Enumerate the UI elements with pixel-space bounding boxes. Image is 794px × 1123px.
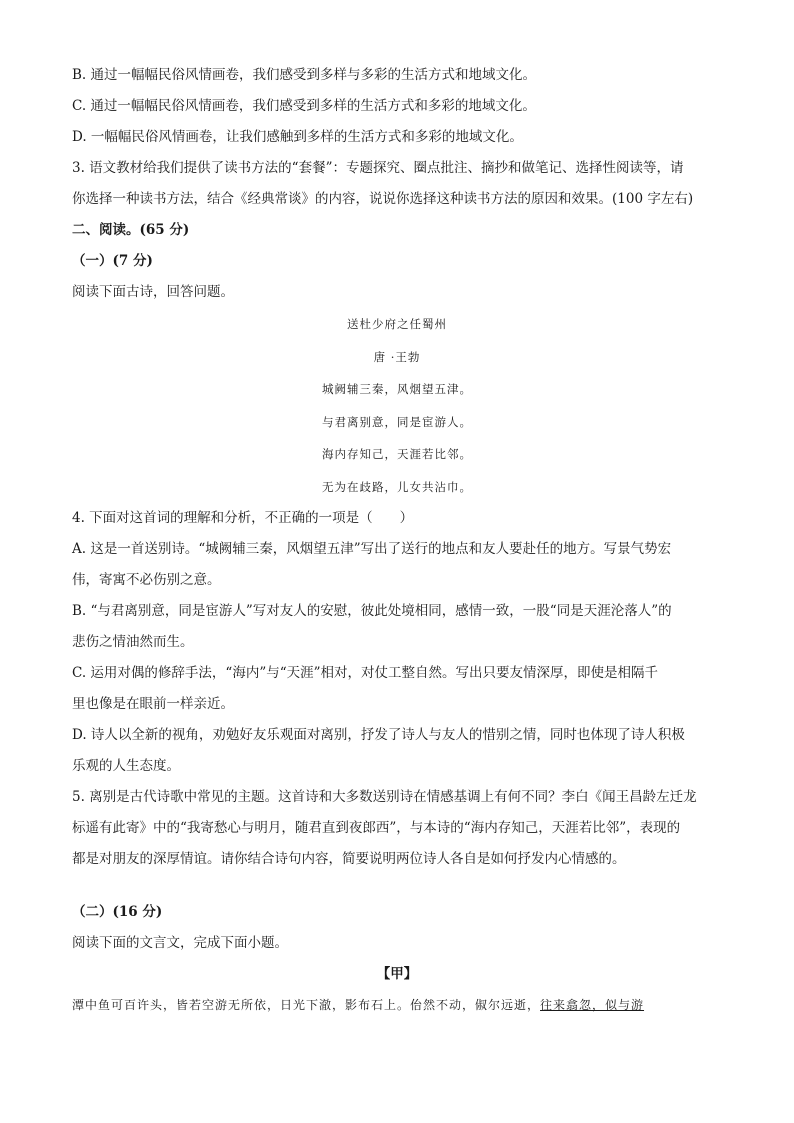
question-3-line-1: 3. 语文教材给我们提供了读书方法的“套餐”：专题探究、圈点批注、摘抄和做笔记、选择性阅读等，请 [72,160,684,176]
poem-line: 与君离别意，同是宦游人。 [322,414,472,429]
question-5-line-1: 5. 离别是古代诗歌中常见的主题。这首诗和大多数送别诗在情感基调上有何不同？李白《闻王昌龄左迁龙 [72,789,697,805]
part-2-title: （二）(16 分) [72,904,163,920]
passage-label: 【甲】 [376,966,418,982]
part-2-instruction: 阅读下面的文言文，完成下面小题。 [72,935,288,951]
question-4-option-c-cont: 里也像是在眼前一样亲近。 [72,696,234,712]
question-5-line-3: 都是对朋友的深厚情谊。请你结合诗句内容，简要说明两位诗人各自是如何抒发内心情感的。 [72,851,626,867]
poem-author: 唐 ·王勃 [373,349,421,364]
part-1-instruction: 阅读下面古诗，回答问题。 [72,284,234,300]
question-4-option-b: B. “与君离别意，同是宦游人”写对友人的安慰，彼此处境相同，感情一致，一股“同是天涯沦落人”的 [72,603,672,619]
part-1-title: （一）(7 分) [72,253,153,269]
question-4-option-b-cont: 悲伤之情油然而生。 [72,634,194,650]
option-d: D. 一幅幅民俗风情画卷，让我们感触到多样的生活方式和多彩的地域文化。 [72,129,523,145]
question-4-option-a-cont: 伟，寄寓不必伤别之意。 [72,572,221,588]
option-c: C. 通过一幅幅民俗风情画卷，我们感受到多样的生活方式和多彩的地域文化。 [72,98,536,114]
question-5-line-2: 标遥有此寄》中的“我寄愁心与明月，随君直到夜郎西”，与本诗的“海内存知己，天涯若比邻”，表现的 [72,820,681,836]
question-4-option-a: A. 这是一首送别诗。“城阙辅三秦，风烟望五津”写出了送行的地点和友人要赴任的地方。写景气势宏 [72,541,672,557]
poem-line: 无为在歧路，儿女共沾巾。 [322,479,472,494]
section-title: 二、阅读。(65 分) [72,222,190,238]
question-4-stem: 4. 下面对这首词的理解和分析，不正确的一项是（ ） [72,510,414,526]
question-4-option-d-cont: 乐观的人生态度。 [72,758,180,774]
passage-text: 潭中鱼可百许头，皆若空游无所依，日光下澈，影布石上。佁然不动，俶尔远逝， [72,998,541,1012]
passage-underlined-text: 往来翕忽，似与游 [540,998,645,1012]
classical-passage [72,990,722,1021]
document-page [72,60,722,1021]
poem-line: 海内存知己，天涯若比邻。 [322,447,472,461]
question-4-option-d: D. 诗人以全新的视角，劝勉好友乐观面对离别，抒发了诗人与友人的惜别之情，同时也体现了诗人积极 [72,727,685,743]
question-3-line-2: 你选择一种读书方法，结合《经典常谈》的内容，说说你选择这种读书方法的原因和效果。(100 字左右) [72,191,694,207]
option-b: B. 通过一幅幅民俗风情画卷，我们感受到多样与多彩的生活方式和地域文化。 [72,67,537,83]
poem-title: 送杜少府之任蜀州 [347,317,447,331]
spacer [72,875,722,897]
question-4-option-c: C. 运用对偶的修辞手法，“海内”与“天涯”相对，对仗工整自然。写出只要友情深厚，即使是相隔千 [72,665,659,681]
poem-line: 城阙辅三秦，风烟望五津。 [322,382,472,396]
